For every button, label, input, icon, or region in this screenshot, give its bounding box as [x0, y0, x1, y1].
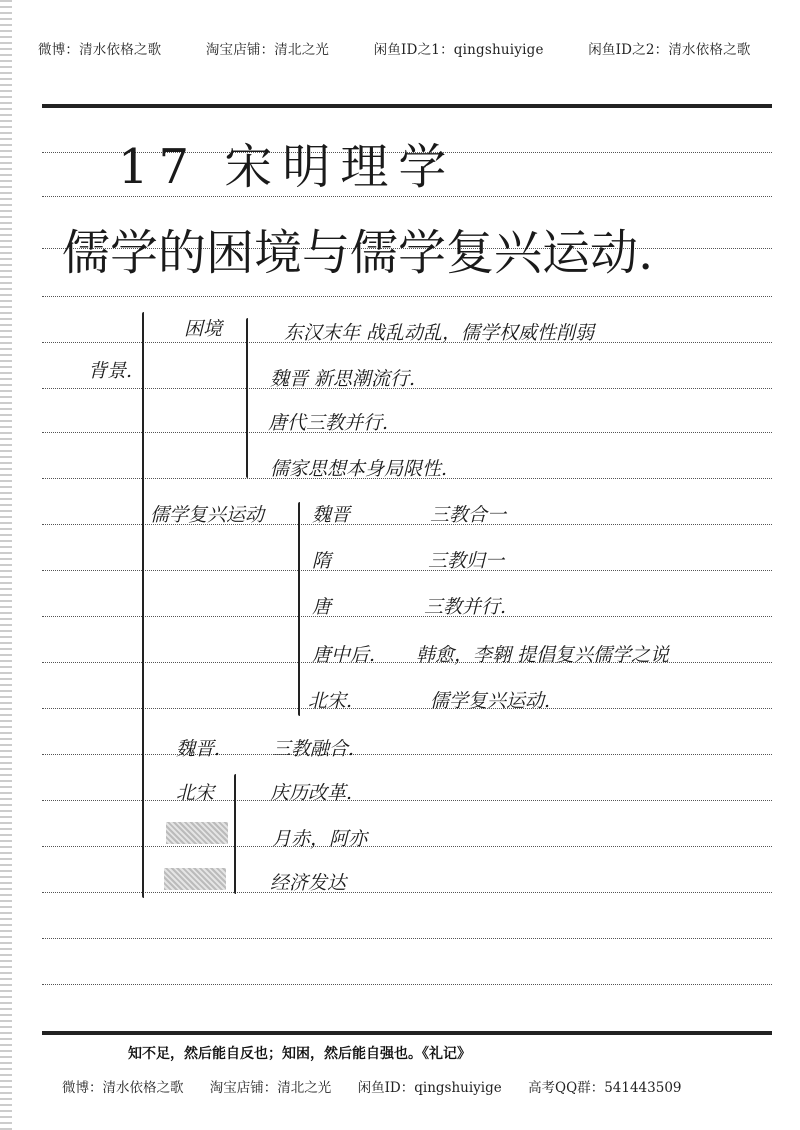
footer-shop: 淘宝店铺：清北之光 [209, 1080, 332, 1096]
label-weijin: 魏晋. [176, 738, 221, 760]
blurred-text [166, 822, 228, 844]
fuxing-era-4: 唐中后. [312, 644, 376, 666]
note-subtitle: 儒学的困境与儒学复兴运动. [62, 225, 654, 281]
ruled-line [42, 754, 772, 755]
fuxing-desc-4: 韩愈，李翱 提倡复兴儒学之说 [416, 644, 670, 666]
fuxing-desc-5: 儒学复兴运动. [430, 690, 551, 712]
ruled-line [42, 938, 772, 939]
kunjing-item-4: 儒家思想本身局限性. [270, 458, 448, 480]
outer-brace [142, 312, 144, 898]
ruled-line [42, 846, 772, 847]
ruled-line [42, 892, 772, 893]
header-xianyu-2: 闲鱼ID之2：清水依格之歌 [588, 42, 751, 58]
fuxing-era-3: 唐 [312, 596, 332, 618]
kunjing-item-2: 魏晋 新思潮流行. [270, 368, 416, 390]
header-shop: 淘宝店铺：清北之光 [205, 42, 330, 58]
fuxing-brace [298, 502, 300, 716]
footer-quote: 知不足，然后能自反也；知困，然后能自强也。《礼记》 [128, 1046, 471, 1062]
kunjing-item-3: 唐代三教并行. [268, 412, 389, 434]
weijin-desc: 三教融合. [272, 738, 355, 760]
fuxing-era-2: 隋 [312, 550, 332, 572]
header-weibo: 微博：清水依格之歌 [38, 42, 162, 58]
fuxing-era-1: 魏晋 [312, 504, 351, 526]
label-beijing: 背景. [88, 360, 133, 382]
header-xianyu-1: 闲鱼ID之1：qingshuiyige [373, 42, 544, 58]
page-footer [62, 1076, 704, 1096]
ruled-line [42, 984, 772, 985]
ruled-line [42, 432, 772, 433]
beisong-item-2: 月赤，阿亦 [272, 828, 368, 850]
note-title: 17 宋明理学 [118, 139, 457, 195]
page-header [38, 38, 780, 58]
beisong-brace [234, 774, 236, 894]
fuxing-era-5: 北宋. [308, 690, 353, 712]
footer-xianyu: 闲鱼ID：qingshuiyige [357, 1080, 502, 1096]
kunjing-item-1: 东汉末年 战乱动乱，儒学权威性削弱 [284, 322, 595, 344]
fuxing-desc-3: 三教并行. [424, 596, 507, 618]
ruled-line [42, 570, 772, 571]
fuxing-desc-2: 三教归一 [428, 550, 505, 572]
footer-qq: 高考QQ群：541443509 [528, 1080, 682, 1096]
fuxing-desc-1: 三教合一 [430, 504, 507, 526]
label-kunjing: 困境 [184, 318, 223, 340]
footer-weibo: 微博：清水依格之歌 [62, 1080, 184, 1096]
ruled-line [42, 616, 772, 617]
beisong-item-1: 庆历改革. [270, 782, 353, 804]
ruled-line [42, 708, 772, 709]
label-fuxing: 儒学复兴运动 [150, 504, 265, 526]
ruled-line [42, 296, 772, 297]
beisong-item-3: 经济发达 [270, 872, 347, 894]
ruled-line [42, 800, 772, 801]
kunjing-brace [246, 318, 248, 478]
label-beisong: 北宋 [176, 782, 215, 804]
scan-edge [0, 0, 12, 1130]
top-divider [42, 104, 772, 108]
blurred-text [164, 868, 226, 890]
bottom-divider [42, 1031, 772, 1035]
